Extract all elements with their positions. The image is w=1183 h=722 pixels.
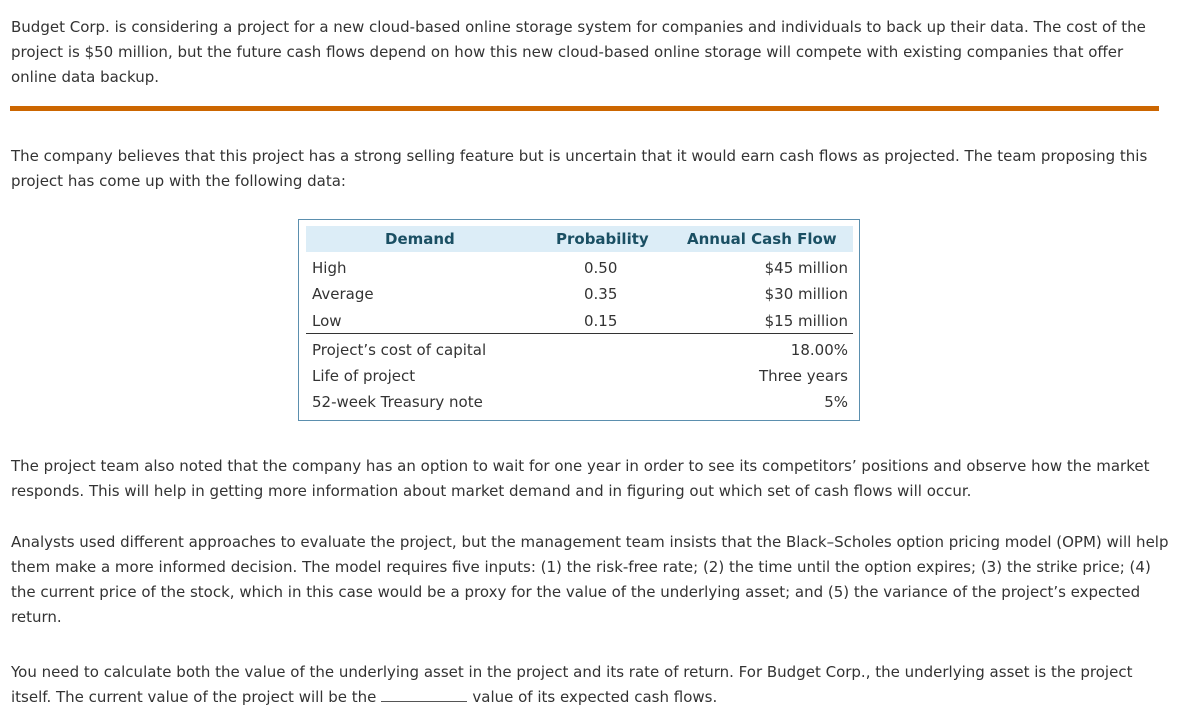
treasury-note-label: 52-week Treasury note [312, 393, 483, 411]
life-of-project-value: Three years [758, 367, 848, 385]
life-of-project-label: Life of project [312, 367, 416, 385]
intro-paragraph: Budget Corp. is considering a project for a new cloud-based online storage system for companies and individuals to back up their data. The cost of the project is $50 million, but the future cash flows depend on how this new cloud-based online storage will compete with existing companies that offer online data backup. [11, 18, 1146, 86]
treasury-note-value: 5% [824, 393, 848, 411]
table-header-row [306, 226, 853, 252]
cost-of-capital-value: 18.00% [790, 341, 848, 359]
table-divider [306, 333, 853, 334]
row-average-probability: 0.35 [584, 285, 618, 303]
row-low-demand: Low [312, 312, 342, 330]
question-paragraph [11, 660, 1171, 710]
row-low-probability: 0.15 [584, 312, 618, 330]
project-data-table [298, 219, 860, 421]
cost-of-capital-label: Project’s cost of capital [312, 341, 487, 359]
option-paragraph: The project team also noted that the company has an option to wait for one year in order to see its competitors’ positions and observe how the market responds. This will help in getting more information about market demand and in figuring out which set of cash flows will occur. [11, 457, 1150, 500]
answer-dropdown[interactable] [381, 687, 467, 702]
header-demand: Demand [385, 230, 455, 248]
row-average-demand: Average [312, 285, 374, 303]
header-annual-cash-flow: Annual Cash Flow [687, 230, 837, 248]
row-high-demand: High [312, 259, 347, 277]
question-text-after: value of its expected cash flows. [472, 688, 718, 706]
row-low-cash-flow: $15 million [764, 312, 848, 330]
analysts-paragraph: Analysts used different approaches to evaluate the project, but the management team insists that the Black–Scholes option pricing model (OPM) will help them make a more informed decision. The model requires five inputs: (1) the risk-free rate; (2) the time until the option expires; (3) the strike price; (4) the current price of the stock, which in this case would be a proxy for the value of the underlying asset; and (5) the variance of the project’s expected return. [11, 533, 1169, 626]
row-high-cash-flow: $45 million [764, 259, 848, 277]
section-divider [10, 106, 1159, 111]
header-probability: Probability [556, 230, 649, 248]
question-text-before: You need to calculate both the value of the underlying asset in the project and its rate of return. For Budget Corp., the underlying asset is the project itself. The current value of the project will be the [11, 663, 1133, 706]
row-high-probability: 0.50 [584, 259, 618, 277]
row-average-cash-flow: $30 million [764, 285, 848, 303]
context-paragraph: The company believes that this project has a strong selling feature but is uncertain that it would earn cash flows as projected. The team proposing this project has come up with the following data: [11, 147, 1148, 190]
